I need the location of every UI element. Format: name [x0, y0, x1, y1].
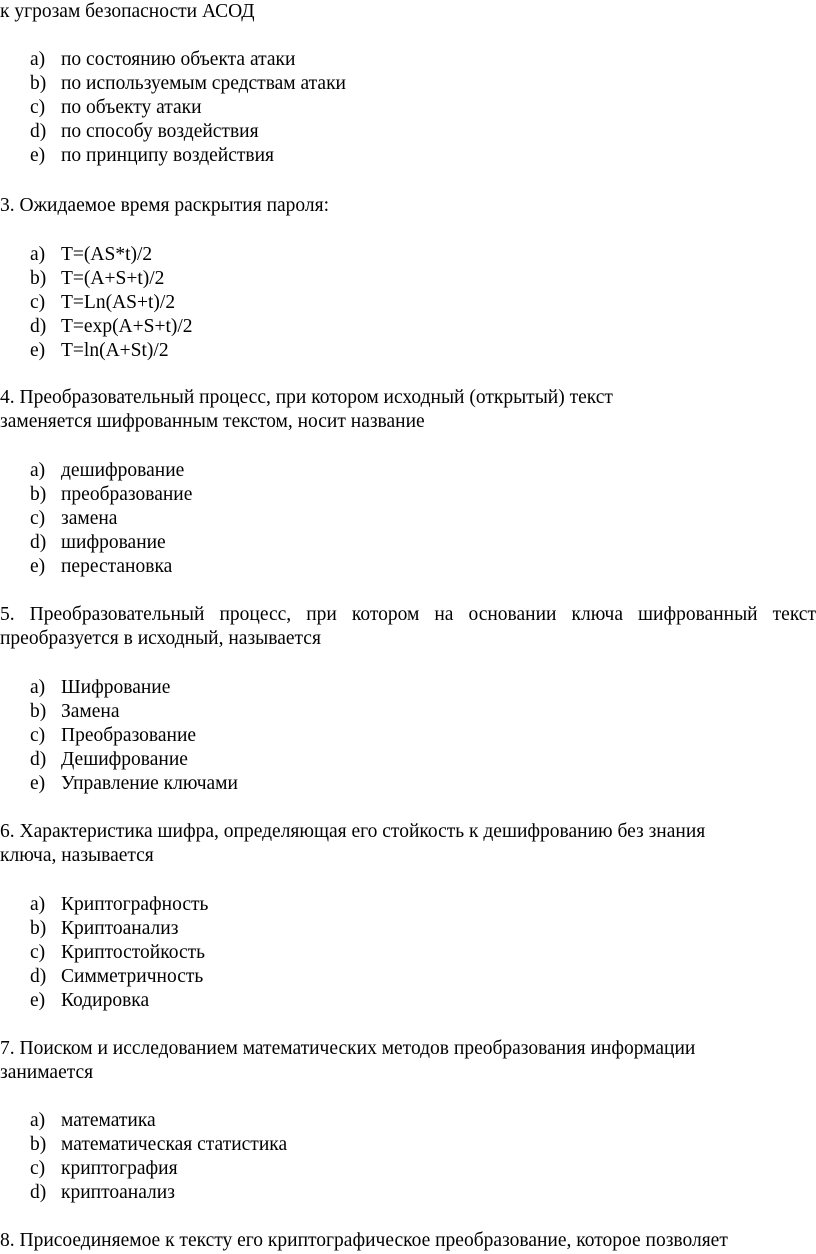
- question-5-line-2: преобразуется в исходный, называется: [0, 628, 321, 649]
- question-5-line-1: 5. Преобразовательный процесс, при котором на основании ключа шифрованный текст: [0, 604, 816, 625]
- option-text: перестановка: [61, 556, 173, 577]
- option-text: T=(A+S+t)/2: [61, 268, 165, 289]
- option-text: Симметричность: [61, 966, 204, 987]
- q6-option-e: [30, 989, 149, 1013]
- q2-option-e: [30, 144, 274, 168]
- option-letter: e): [30, 556, 46, 577]
- q3-option-b: [30, 267, 164, 291]
- q2-option-d: [30, 120, 259, 144]
- question-3-text: 3. Ожидаемое время раскрытия пароля:: [0, 195, 330, 216]
- option-text: по принципу воздействия: [61, 145, 275, 166]
- option-text: T=exp(A+S+t)/2: [61, 316, 193, 337]
- option-letter: b): [30, 701, 47, 722]
- option-letter: b): [30, 1134, 47, 1155]
- option-letter: d): [30, 1182, 47, 1203]
- option-text: криптоанализ: [61, 1182, 175, 1203]
- option-text: Замена: [61, 701, 120, 722]
- option-text: Криптостойкость: [61, 942, 206, 963]
- q4-option-d: [30, 531, 166, 555]
- q5-option-a: [30, 676, 170, 700]
- option-text: математика: [61, 1110, 156, 1131]
- q4-option-a: [30, 459, 184, 483]
- option-letter: e): [30, 773, 46, 794]
- option-letter: c): [30, 1158, 46, 1179]
- option-letter: b): [30, 484, 47, 505]
- option-text: математическая статистика: [61, 1134, 288, 1155]
- question-4-line-1: 4. Преобразовательный процесс, при котором исходный (открытый) текст: [0, 387, 613, 408]
- question-5-text: [0, 603, 816, 651]
- option-letter: b): [30, 73, 47, 94]
- option-letter: d): [30, 532, 47, 553]
- option-text: замена: [61, 508, 118, 529]
- option-text: по способу воздействия: [61, 121, 259, 142]
- q2-option-c: [30, 96, 202, 120]
- option-letter: e): [30, 340, 46, 361]
- option-text: по состоянию объекта атаки: [61, 49, 296, 70]
- option-text: преобразование: [61, 484, 193, 505]
- option-text: Криптоанализ: [61, 918, 179, 939]
- q5-option-b: [30, 700, 120, 724]
- question-6-line-1: 6. Характеристика шифра, определяющая его стойкость к дешифрованию без знания: [0, 821, 706, 842]
- option-text: T=ln(A+St)/2: [61, 340, 169, 361]
- q2-option-a: [30, 48, 295, 72]
- q3-option-a: [30, 243, 152, 267]
- question-6-line-2: ключа, называется: [0, 845, 154, 866]
- option-text: T=Ln(AS+t)/2: [61, 292, 176, 313]
- q7-option-c: [30, 1157, 178, 1181]
- q3-option-d: [30, 315, 193, 339]
- option-text: дешифрование: [61, 460, 185, 481]
- q3-option-c: [30, 291, 175, 315]
- q7-option-d: [30, 1181, 175, 1205]
- option-letter: b): [30, 918, 47, 939]
- option-text: по объекту атаки: [61, 97, 202, 118]
- option-letter: b): [30, 268, 47, 289]
- q5-option-e: [30, 772, 238, 796]
- q5-option-d: [30, 748, 188, 772]
- option-text: Управление ключами: [61, 773, 238, 794]
- option-letter: a): [30, 894, 46, 915]
- option-letter: c): [30, 97, 46, 118]
- q7-option-a: [30, 1109, 156, 1133]
- q6-option-b: [30, 917, 178, 941]
- option-letter: e): [30, 145, 46, 166]
- option-text: Дешифрование: [61, 749, 188, 770]
- q4-option-c: [30, 507, 117, 531]
- option-letter: e): [30, 990, 46, 1011]
- option-letter: d): [30, 121, 47, 142]
- option-letter: a): [30, 244, 46, 265]
- option-letter: a): [30, 1110, 46, 1131]
- option-text: Кодировка: [61, 990, 150, 1011]
- option-letter: c): [30, 292, 46, 313]
- question-8-line-1: 8. Присоединяемое к тексту его криптографическое преобразование, которое позволяет: [0, 1230, 728, 1251]
- q5-option-c: [30, 724, 196, 748]
- option-letter: a): [30, 677, 46, 698]
- option-letter: c): [30, 942, 46, 963]
- question-7-line-1: 7. Поиском и исследованием математических методов преобразования информации: [0, 1038, 696, 1059]
- option-letter: d): [30, 966, 47, 987]
- q7-option-b: [30, 1133, 287, 1157]
- option-text: Преобразование: [61, 725, 197, 746]
- question-2-tail: к угрозам безопасности АСОД: [0, 1, 255, 22]
- option-letter: d): [30, 316, 47, 337]
- option-text: Криптографность: [61, 894, 209, 915]
- option-text: T=(AS*t)/2: [61, 244, 153, 265]
- q6-option-a: [30, 893, 208, 917]
- question-4-line-2: заменяется шифрованным текстом, носит название: [0, 411, 425, 432]
- option-letter: a): [30, 49, 46, 70]
- option-text: криптография: [61, 1158, 178, 1179]
- q3-option-e: [30, 339, 169, 363]
- option-letter: c): [30, 725, 46, 746]
- q6-option-c: [30, 941, 205, 965]
- option-text: шифрование: [61, 532, 166, 553]
- q6-option-d: [30, 965, 203, 989]
- option-text: по используемым средствам атаки: [61, 73, 346, 94]
- q4-option-b: [30, 483, 192, 507]
- option-text: Шифрование: [61, 677, 171, 698]
- question-7-line-2: занимается: [0, 1062, 94, 1083]
- option-letter: d): [30, 749, 47, 770]
- option-letter: a): [30, 460, 46, 481]
- option-letter: c): [30, 508, 46, 529]
- q2-option-b: [30, 72, 346, 96]
- q4-option-e: [30, 555, 172, 579]
